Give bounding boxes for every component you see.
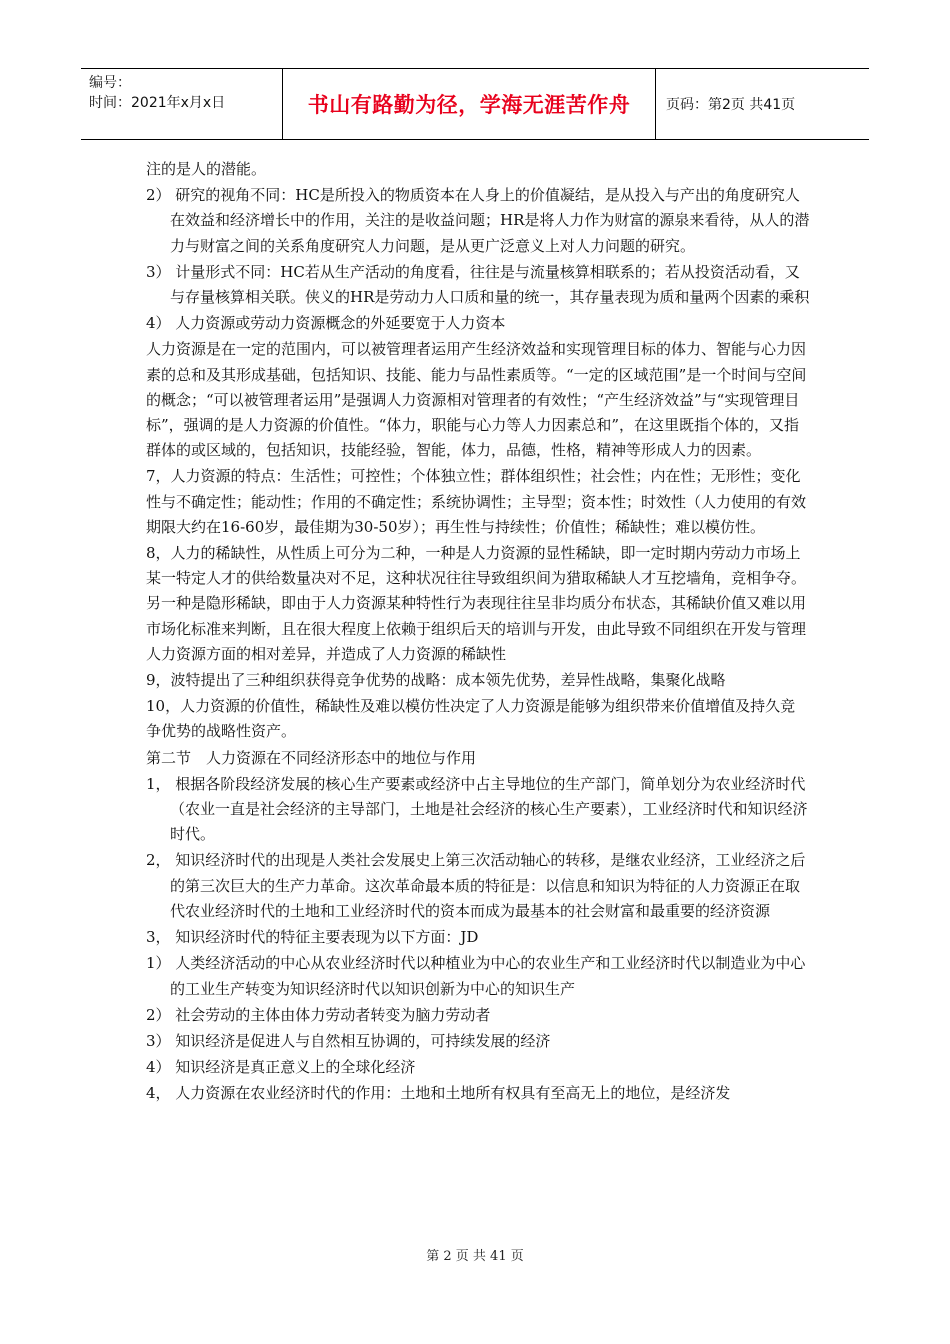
paragraph: 3） 计量形式不同：HC若从生产活动的角度看，往往是与流量核算相联系的；若从投资活动看，又与存量核算相关联。侠义的HR是劳动力人口质和量的统一，其存量表现为质和量两个因素的乘积	[146, 262, 810, 307]
header-motto: 书山有路勤为径，学海无涯苦作舟	[283, 69, 656, 139]
paragraph: 3） 知识经济是促进人与自然相互协调的，可持续发展的经济	[146, 1031, 551, 1050]
paragraph: 3， 知识经济时代的特征主要表现为以下方面：JD	[146, 928, 479, 947]
code-label: 编号：	[89, 75, 131, 91]
time-label: 时间：2021年x月x日	[89, 95, 226, 111]
paragraph: 注的是人的潜能。	[146, 160, 267, 178]
paragraph: 第二节 人力资源在不同经济形态中的地位与作用	[146, 748, 477, 767]
paragraph: 9，波特提出了三种组织获得竞争优势的战略：成本领先优势，差异性战略，集聚化战略	[146, 671, 726, 690]
paragraph: 4） 知识经济是真正意义上的全球化经济	[146, 1058, 416, 1077]
paragraph: 4） 人力资源或劳动力资源概念的外延要宽于人力资本	[146, 314, 506, 333]
paragraph: 1， 根据各阶段经济发展的核心生产要素或经济中占主导地位的生产部门，简单划分为农业经济时代（农业一直是社会经济的主导部门，土地是社会经济的核心生产要素），工业经济时代和知识经济时代。	[146, 774, 808, 844]
document-body	[146, 156, 810, 1107]
header-page-label: 页码：第2页 共41页	[666, 97, 796, 113]
page-header	[81, 68, 869, 140]
paragraph: 2） 研究的视角不同：HC是所投入的物质资本在人身上的价值凝结，是从投入与产出的角度研究人在效益和经济增长中的作用，关注的是收益问题；HR是将人力作为财富的源泉来看待，从人的潜力与财富之间的关系角度研究人力问题，是从更广泛意义上对人力问题的研究。	[146, 186, 810, 255]
paragraph: 8，人力的稀缺性，从性质上可分为二种，一种是人力资源的显性稀缺，即一定时期内劳动力市场上某一特定人才的供给数量决对不足，这种状况往往导致组织间为猎取稀缺人才互挖墙角，竞相争夺。另一种是隐形稀缺，即由于人力资源某种特性行为表现往往呈非均质分布状态，其稀缺价值又难以用市场化标准来判断，且在很大程度上依赖于组织后天的培训与开发，由此导致不同组织在开发与管理人力资源方面的相对差异，并造成了人力资源的稀缺性	[146, 544, 807, 663]
paragraph: 1） 人类经济活动的中心从农业经济时代以种植业为中心的农业生产和工业经济时代以制造业为中心的工业生产转变为知识经济时代以知识创新为中心的知识生产	[146, 954, 806, 998]
paragraph: 2， 知识经济时代的出现是人类社会发展史上第三次活动轴心的转移，是继农业经济，工业经济之后的第三次巨大的生产力革命。这次革命最本质的特征是：以信息和知识为特征的人力资源正在取代农业经济时代的土地和工业经济时代的资本而成为最基本的社会财富和最重要的经济资源	[146, 851, 806, 920]
paragraph: 4， 人力资源在农业经济时代的作用：土地和土地所有权具有至高无上的地位，是经济发	[146, 1084, 731, 1103]
page-footer: 第 2 页 共 41 页	[426, 1249, 524, 1264]
paragraph: 人力资源是在一定的范围内，可以被管理者运用产生经济效益和实现管理目标的体力、智能与心力因素的总和及其形成基础，包括知识、技能、能力与品性素质等。“一定的区域范围”是一个时间与空间的概念；“可以被管理者运用”是强调人力资源相对管理者的有效性；“产生经济效益”与“实现管理目标”，强调的是人力资源的价值性。“体力，职能与心力等人力因素总和”，在这里既指个体的，又指群体的或区域的，包括知识，技能经验，智能，体力，品德，性格，精神等形成人力的因素。	[146, 340, 807, 460]
paragraph: 7，人力资源的特点：生活性；可控性；个体独立性；群体组织性；社会性；内在性；无形性；变化性与不确定性；能动性；作用的不确定性；系统协调性；主导型；资本性；时效性（人力使用的有效期限大约在16-60岁，最佳期为30-50岁）；再生性与持续性；价值性；稀缺性；难以模仿性。	[146, 467, 807, 536]
paragraph: 2） 社会劳动的主体由体力劳动者转变为脑力劳动者	[146, 1005, 491, 1024]
header-meta	[81, 69, 283, 139]
paragraph: 10，人力资源的价值性，稀缺性及难以模仿性决定了人力资源是能够为组织带来价值增值及持久竞争优势的战略性资产。	[146, 697, 796, 741]
